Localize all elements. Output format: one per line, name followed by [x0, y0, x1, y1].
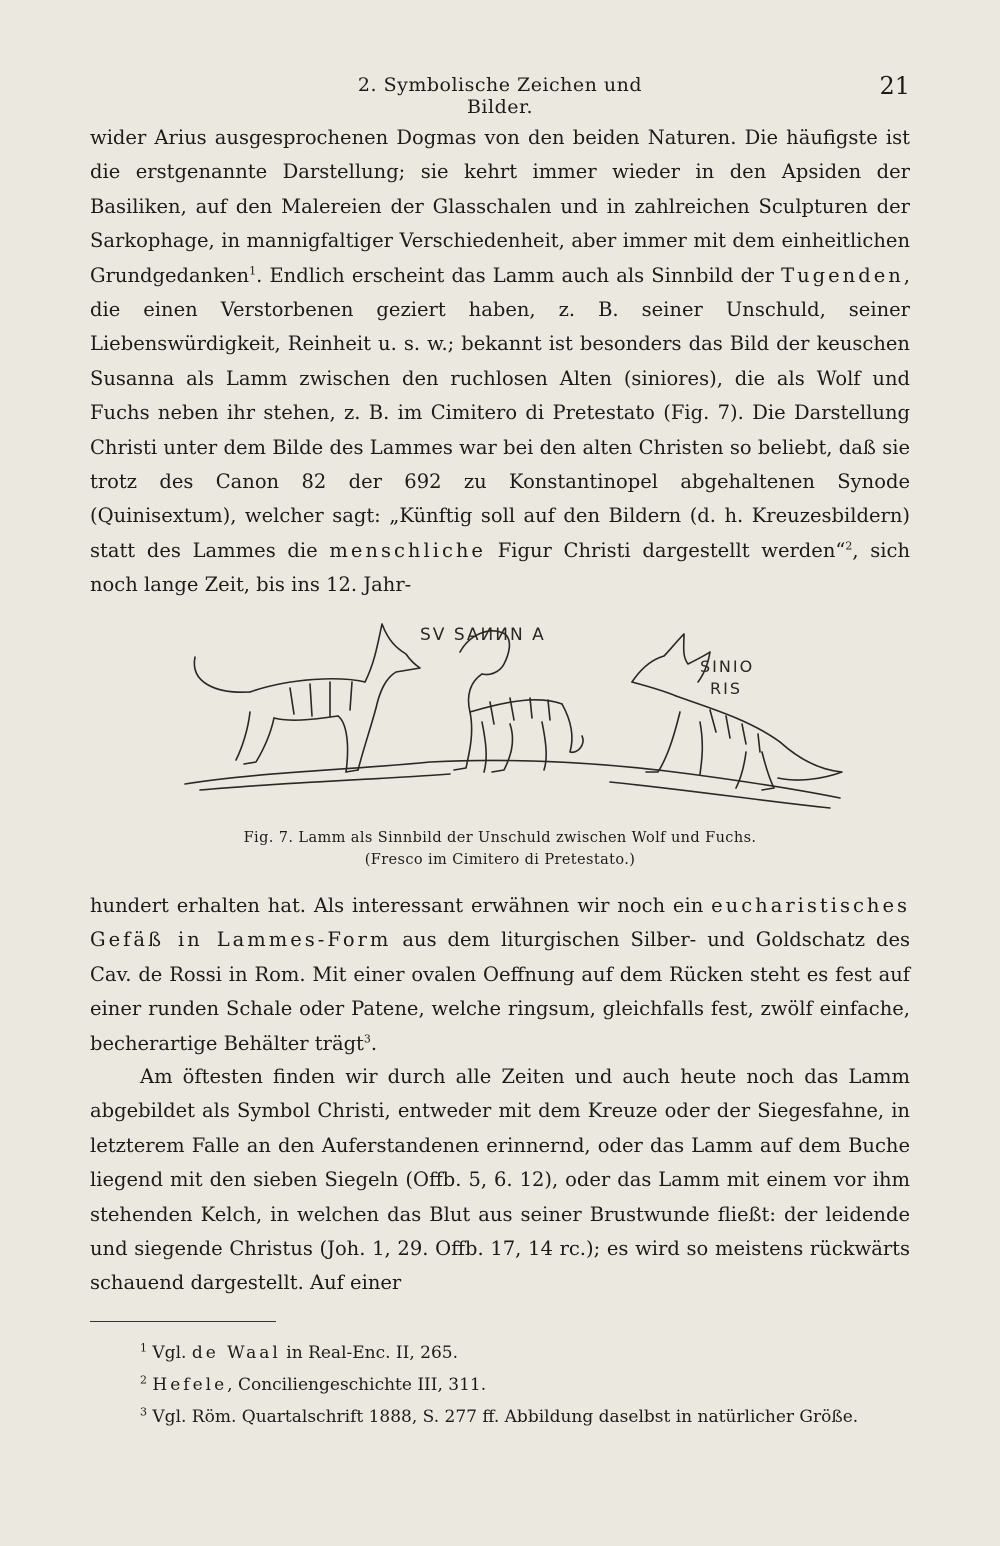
page-number: 21 — [879, 72, 910, 100]
paragraph-text: . — [370, 1031, 378, 1055]
paragraph-text: aus dem liturgischen Silber- und Goldschatz des Cav. de Rossi in Rom. Mit einer ovalen Oeffnung auf dem Rücken steht es fest auf einer runden Schale oder Patene, welche ringsum, gleichfalls fest, zwölf einfache, becherartige Behälter trägt — [90, 928, 911, 1055]
wolf-figure — [194, 624, 420, 772]
author-name: Hefele — [152, 1375, 228, 1395]
ground-line — [185, 761, 840, 799]
emphasized-text: menschliche — [329, 538, 486, 562]
footnote-reference: 1 — [249, 264, 257, 278]
footnote — [90, 1340, 910, 1366]
fox-inscription-line-2: RIS — [710, 679, 742, 698]
paragraph-text: , sich noch lange Zeit, bis ins 12. Jahr- — [90, 538, 910, 597]
emphasized-text: eucharistisches Gefäß in Lammes-Form — [90, 894, 910, 952]
running-head — [90, 72, 910, 118]
running-title: 2. Symbolische Zeichen und Bilder. — [357, 74, 643, 118]
body-paragraph — [90, 1060, 910, 1301]
footnote-text: , Conciliengeschichte III, 311. — [227, 1375, 487, 1395]
footnote-text: Vgl. — [152, 1343, 192, 1363]
footnote — [90, 1404, 910, 1430]
footnote — [90, 1372, 910, 1398]
body-paragraph — [90, 889, 910, 1061]
paragraph-text: . Endlich erscheint das Lamm auch als Sinnbild der — [256, 263, 782, 287]
footnote-mark: 2 — [140, 1373, 147, 1387]
lamb-inscription: SV SAИИN A — [420, 625, 546, 645]
paragraph-text: hundert erhalten hat. Als interessant erwähnen wir noch ein — [90, 894, 712, 917]
footnote-mark: 1 — [140, 1341, 147, 1355]
footnote-reference: 3 — [363, 1032, 371, 1046]
footnote-text: Vgl. Röm. Quartalschrift 1888, S. 277 ff. Abbildung daselbst in natürlicher Größe. — [152, 1407, 859, 1427]
footnote-divider — [90, 1321, 276, 1322]
paragraph-text: Am öftesten finden wir durch alle Zeiten und auch heute noch das Lamm abgebildet als Symbol Christi, entweder mit dem Kreuze oder der Siegesfahne, in letzterem Falle an den Auferstandenen erinnernd, oder das Lamm auf dem Buche liegend mit den sieben Siegeln (Offb. 5, 6. 12), oder das Lamm mit einem vor ihm stehenden Kelch, in welchen das Blut aus seiner Brustwunde fließt: der leidende und siegende Christus (Joh. 1, 29. Offb. 17, 14 rc.); es wird so meistens rückwärts schauend dargestellt. Auf einer — [90, 1065, 910, 1295]
fresco-illustration — [170, 612, 850, 820]
footnote-mark: 3 — [140, 1405, 147, 1419]
paragraph-text: , die einen Verstorbenen geziert haben, z. B. seiner Unschuld, seiner Liebenswürdigkeit, Reinheit u. s. w.; bekannt ist besonders das Bild der keuschen Susanna als Lamm zwischen den ruchlosen Alten (siniores), die als Wolf und Fuchs neben ihr stehen, z. B. im Cimitero di Pretestato (Fig. 7). Die Darstellung Christi unter dem Bilde des Lammes war bei den alten Christen so beliebt, daß sie trotz des Canon 82 der 692 zu Konstantinopel abgehaltenen Synode (Quinisextum), welcher sagt: „Künftig soll auf den Bildern (d. h. Kreuzesbildern) statt des Lammes die — [90, 263, 910, 562]
fox-inscription-line-1: SINIO — [700, 657, 755, 676]
paragraph-text: wider Arius ausgesprochenen Dogmas von den beiden Naturen. Die häufigste ist die erstgenannte Darstellung; sie kehrt immer wieder in den Apsiden der Basiliken, auf den Malereien der Glasschalen und in zahlreichen Sculpturen der Sarkophage, in mannigfaltiger Verschiedenheit, aber immer mit dem einheitlichen Grundgedanken — [90, 126, 910, 287]
footnote-text: in Real-Enc. II, 265. — [280, 1343, 459, 1363]
author-name: de Waal — [191, 1343, 281, 1363]
figure-caption: Fig. 7. Lamm als Sinnbild der Unschuld zwischen Wolf und Fuchs. — [243, 830, 757, 846]
lamb-figure — [454, 631, 583, 772]
paragraph-text: Figur Christi dargestellt werden“ — [485, 538, 846, 562]
ground-line — [200, 774, 830, 808]
footnote-reference: 2 — [845, 539, 853, 553]
body-paragraph — [90, 121, 910, 603]
fresco-drawing — [170, 612, 850, 820]
figure-source: (Fresco im Cimitero di Pretestato.) — [364, 852, 636, 868]
emphasized-text: Tugenden — [781, 263, 904, 287]
